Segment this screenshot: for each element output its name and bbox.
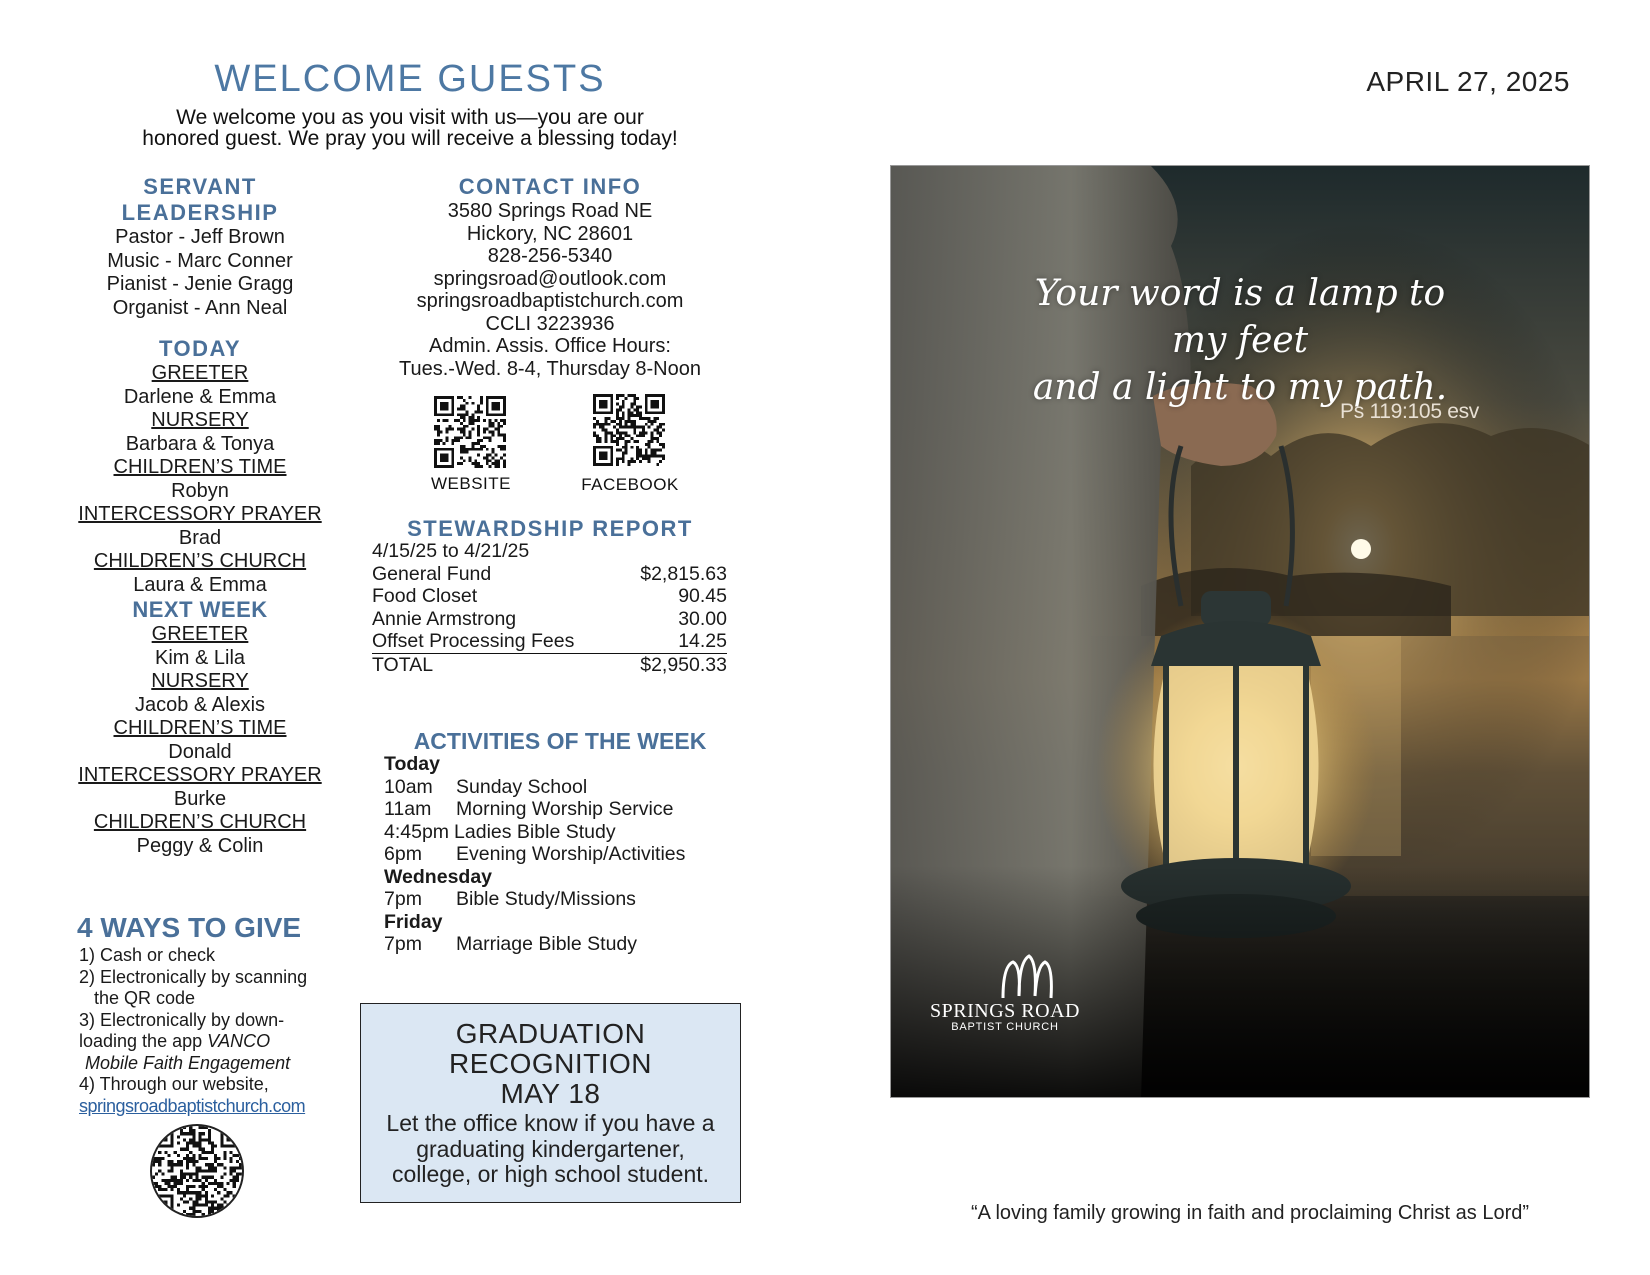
- total-amount: $2,950.33: [640, 653, 727, 676]
- activity-event: Evening Worship/Activities: [456, 843, 686, 865]
- give-option-cont: the QR code: [94, 988, 196, 1008]
- give-option: 1) Cash or check: [79, 945, 216, 965]
- give-option: 2) Electronically by scanning: [79, 966, 308, 987]
- verse-line-1: Your word is a lamp to my feet: [1034, 273, 1446, 361]
- servant-leadership-section: [60, 174, 340, 320]
- activity-event: Sunday School: [456, 775, 588, 798]
- stewardship-row: [372, 608, 727, 631]
- activity-time: 7pm: [384, 888, 422, 910]
- activity-day: Wednesday: [384, 865, 493, 888]
- leader-item: Music - Marc Conner: [107, 249, 293, 272]
- giving-qr-code[interactable]: [150, 1124, 244, 1218]
- activity-day: Today: [384, 753, 440, 775]
- activities-heading: ACTIVITIES OF THE WEEK: [413, 728, 707, 754]
- fund-amount: 90.45: [678, 585, 727, 607]
- graduation-notice: [360, 1003, 741, 1203]
- welcome-line-2: honored guest. We pray you will receive a blessing today!: [142, 127, 678, 150]
- verse-line-2: and a light to my path.: [1032, 367, 1448, 408]
- role-label: INTERCESSORY PRAYER: [78, 503, 322, 525]
- give-option: 4) Through our website,: [79, 1074, 269, 1094]
- role-label: INTERCESSORY PRAYER: [78, 764, 322, 786]
- ways-to-give-heading: 4 WAYS TO GIVE: [77, 912, 302, 943]
- give-option-cont: [79, 1031, 359, 1053]
- office-hours: Tues.-Wed. 8-4, Thursday 8-Noon: [399, 357, 701, 380]
- bulletin-date: APRIL 27, 2025: [1366, 66, 1570, 97]
- qr-pattern: [434, 396, 506, 468]
- fund-amount: 30.00: [678, 607, 727, 630]
- role-label: NURSERY: [151, 670, 249, 692]
- leadership-heading-2: LEADERSHIP: [121, 200, 279, 225]
- fund-label: Annie Armstrong: [372, 607, 517, 630]
- leader-item: Pianist - Jenie Gragg: [106, 273, 294, 295]
- activity-row: [384, 776, 764, 799]
- contact-email[interactable]: springsroad@outlook.com: [433, 267, 667, 290]
- role-names: Robyn: [171, 479, 229, 502]
- role-label: CHILDREN’S CHURCH: [93, 550, 307, 572]
- stewardship-heading: STEWARDSHIP REPORT: [407, 516, 693, 541]
- role-label: CHILDREN’S TIME: [113, 717, 287, 739]
- role-label: CHILDREN’S CHURCH: [93, 811, 307, 833]
- role-names: Brad: [178, 526, 222, 549]
- activity-event: Ladies Bible Study: [454, 820, 616, 843]
- graduation-title-2: RECOGNITION: [448, 1048, 653, 1079]
- activity-row: [384, 821, 764, 844]
- today-section: [60, 336, 340, 858]
- church-logo: [920, 1000, 1090, 1033]
- activity-day: Friday: [384, 910, 443, 933]
- stewardship-row: [372, 630, 727, 654]
- stewardship-row: [372, 563, 727, 586]
- stewardship-report: [372, 540, 727, 676]
- graduation-text: college, or high school student.: [391, 1161, 710, 1187]
- activity-row: [384, 798, 764, 821]
- website-qr-label: WEBSITE: [430, 474, 511, 493]
- contact-address: 3580 Springs Road NE: [447, 200, 653, 222]
- contact-ccli: CCLI 3223936: [485, 312, 615, 335]
- activity-event: Marriage Bible Study: [456, 933, 638, 955]
- next-week-heading: NEXT WEEK: [132, 597, 268, 622]
- activity-time: 10am: [384, 775, 433, 798]
- leader-item: Organist - Ann Neal: [112, 296, 288, 319]
- logo-subtitle: BAPTIST CHURCH: [951, 1021, 1059, 1033]
- facebook-qr-code[interactable]: [593, 394, 665, 466]
- app-name: VANCO: [207, 1031, 271, 1051]
- today-heading: TODAY: [158, 336, 242, 361]
- welcome-title: WELCOME GUESTS: [214, 58, 606, 100]
- fund-label: Food Closet: [372, 585, 478, 607]
- total-label: TOTAL: [372, 653, 434, 676]
- verse-reference: Ps 119:105 esv: [1340, 400, 1480, 423]
- contact-section: [350, 174, 750, 380]
- app-name-cont: Mobile Faith Engagement: [85, 1052, 291, 1073]
- facebook-qr-label: FACEBOOK: [581, 475, 679, 494]
- qr-pattern: [593, 394, 665, 466]
- activity-event: Morning Worship Service: [456, 798, 674, 820]
- role-names: Kim & Lila: [154, 646, 246, 669]
- role-label: GREETER: [151, 623, 249, 645]
- give-app-text: loading the app: [79, 1031, 203, 1051]
- fund-amount: 14.25: [678, 630, 727, 652]
- welcome-text: [60, 107, 760, 149]
- fund-label: General Fund: [372, 562, 492, 585]
- activity-time: 4:45pm: [384, 820, 450, 843]
- contact-phone[interactable]: 828-256-5340: [487, 245, 613, 267]
- fund-amount: $2,815.63: [640, 562, 727, 585]
- contact-city: Hickory, NC 28601: [466, 222, 634, 245]
- activity-event: Bible Study/Missions: [456, 888, 636, 910]
- role-names: Darlene & Emma: [123, 385, 277, 408]
- activity-time: 6pm: [384, 843, 422, 865]
- give-option: 3) Electronically by down-: [79, 1009, 285, 1030]
- role-names: Burke: [173, 787, 227, 810]
- contact-heading: CONTACT INFO: [458, 174, 642, 199]
- role-names: Donald: [168, 740, 232, 763]
- welcome-line-1: We welcome you as you visit with us—you are our: [176, 106, 644, 129]
- office-hours-label: Admin. Assis. Office Hours:: [429, 335, 671, 357]
- role-names: Barbara & Tonya: [125, 432, 275, 455]
- graduation-title-1: GRADUATION: [455, 1018, 646, 1049]
- fund-label: Offset Processing Fees: [372, 630, 575, 652]
- role-names: Peggy & Colin: [136, 834, 264, 857]
- activity-time: 11am: [384, 798, 432, 820]
- role-label: CHILDREN’S TIME: [113, 456, 287, 478]
- leader-item: Pastor - Jeff Brown: [115, 226, 285, 248]
- activity-time: 7pm: [384, 933, 422, 955]
- stewardship-period: 4/15/25 to 4/21/25: [372, 540, 530, 562]
- stewardship-row: [372, 585, 727, 608]
- qr-pattern: [152, 1126, 242, 1216]
- activity-row: [384, 888, 764, 911]
- activity-row: [384, 843, 764, 866]
- activities-list: [384, 753, 764, 956]
- activity-row: [384, 933, 764, 956]
- website-qr-code[interactable]: [434, 396, 506, 468]
- role-label: NURSERY: [151, 409, 249, 431]
- role-label: GREETER: [151, 362, 249, 384]
- ways-to-give-list: [79, 945, 359, 1117]
- church-tagline: “A loving family growing in faith and proclaiming Christ as Lord”: [970, 1202, 1530, 1224]
- graduation-date: MAY 18: [500, 1078, 601, 1109]
- contact-website[interactable]: springsroadbaptistchurch.com: [416, 290, 684, 312]
- stewardship-total-row: [372, 654, 727, 677]
- role-names: Jacob & Alexis: [134, 693, 266, 716]
- graduation-text: Let the office know if you have a: [386, 1110, 715, 1136]
- role-names: Laura & Emma: [133, 573, 267, 596]
- cover-verse: [1010, 270, 1470, 411]
- logo-name: SPRINGS ROAD: [930, 1000, 1080, 1022]
- website-link[interactable]: springsroadbaptistchurch.com: [79, 1095, 306, 1116]
- leadership-heading-1: SERVANT: [143, 174, 257, 199]
- graduation-text: graduating kindergartener,: [416, 1135, 685, 1162]
